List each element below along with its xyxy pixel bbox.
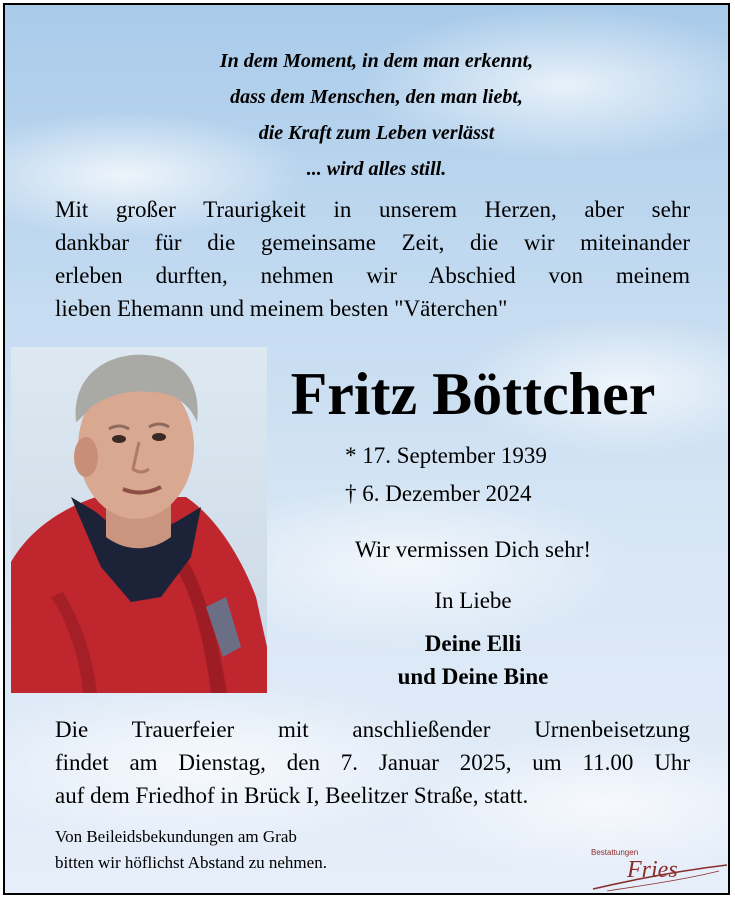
- life-dates: [345, 437, 547, 513]
- poem: [5, 43, 730, 187]
- deceased-name: Fritz Böttcher: [290, 361, 656, 427]
- funeral-home-logo: [587, 841, 730, 895]
- intro-line: dankbar für die gemeinsame Zeit, die wir miteinander: [55, 230, 690, 255]
- note-line: bitten wir höflichst Abstand zu nehmen.: [55, 853, 327, 872]
- poem-line: ... wird alles still.: [306, 158, 447, 180]
- signer-line: und Deine Bine: [397, 664, 549, 689]
- closing-text: In Liebe: [434, 588, 512, 613]
- funeral-line: auf dem Friedhof in Brück I, Beelitzer Straße, statt.: [55, 783, 529, 808]
- poem-line: dass dem Menschen, den man liebt,: [230, 86, 523, 108]
- portrait-photo: [11, 347, 267, 693]
- death-date: † 6. Dezember 2024: [345, 481, 532, 506]
- logo-small-text: Bestattungen: [591, 848, 639, 857]
- condolence-note: [55, 824, 327, 876]
- obituary-card: [3, 3, 730, 895]
- birth-date: * 17. September 1939: [345, 443, 547, 468]
- intro-line: lieben Ehemann und meinem besten "Väterchen": [55, 296, 508, 321]
- intro-paragraph: [55, 193, 690, 325]
- intro-line: erleben durften, nehmen wir Abschied von meinem: [55, 263, 690, 288]
- message-text: Wir vermissen Dich sehr!: [354, 537, 592, 562]
- signers: [269, 627, 677, 693]
- logo-brand-text: Fries: [627, 857, 678, 883]
- funeral-info: [55, 713, 690, 812]
- note-line: Von Beileidsbekundungen am Grab: [55, 827, 297, 846]
- intro-line: Mit großer Traurigkeit in unserem Herzen, aber sehr: [55, 197, 690, 222]
- signer-line: Deine Elli: [424, 631, 522, 656]
- funeral-line: findet am Dienstag, den 7. Januar 2025, um 11.00 Uhr: [55, 750, 690, 775]
- poem-line: In dem Moment, in dem man erkennt,: [219, 50, 534, 72]
- poem-line: die Kraft zum Leben verlässt: [258, 122, 495, 144]
- funeral-line: Die Trauerfeier mit anschließender Urnenbeisetzung: [55, 717, 690, 742]
